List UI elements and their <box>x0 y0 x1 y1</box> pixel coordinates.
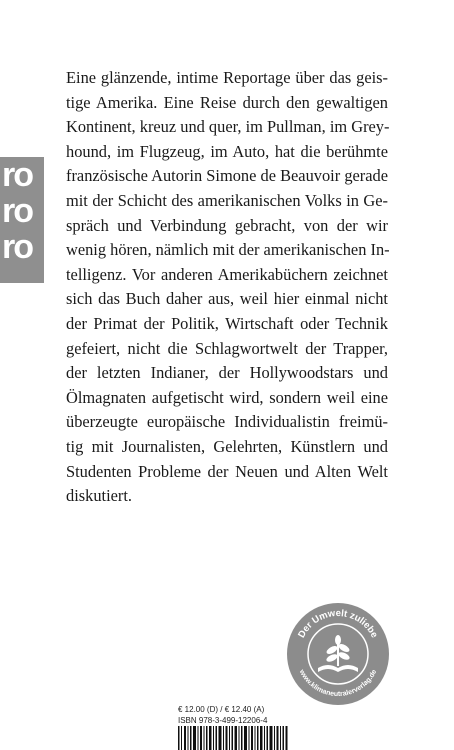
blurb-line: überzeugte europäische Individualistin freimü- <box>66 412 388 432</box>
logo-line: ro <box>2 156 32 194</box>
badge-bottom-text: www.klimaneutralerverlag.de <box>297 668 379 699</box>
blurb-line: diskutiert. <box>66 486 133 506</box>
isbn-label: ISBN 978-3-499-12206-4 <box>178 716 268 725</box>
umwelt-badge <box>286 602 390 706</box>
blurb-line: der Primat der Politik, Wirtschaft oder Technik <box>66 313 388 333</box>
rororo-logo <box>0 157 44 283</box>
logo-line: ro <box>2 228 32 266</box>
badge-top-text: Der Umwelt zuliebe <box>296 607 380 640</box>
blurb-line: mit der Schicht des amerikanischen Volks in Ge- <box>66 190 388 210</box>
price-label: € 12.00 (D) / € 12.40 (A) <box>178 705 265 714</box>
barcode-icon <box>178 726 288 750</box>
blurb-line: gefeiert, nicht die Schlagwortwelt der Trapper, <box>66 338 388 358</box>
blurb-line: telligenz. Vor anderen Amerikabüchern zeichnet <box>66 264 388 284</box>
blurb-line: französische Autorin Simone de Beauvoir gerade <box>66 166 388 186</box>
blurb-text <box>66 66 388 509</box>
blurb-line: Ölmagnaten aufgetischt wird, sondern weil eine <box>66 387 388 407</box>
blurb-line: Studenten Probleme der Neuen und Alten Welt <box>66 461 388 481</box>
blurb-line: der letzten Indianer, der Hollywoodstars und <box>66 363 388 383</box>
blurb-line: spräch und Verbindung gebracht, von der wir <box>66 215 388 235</box>
blurb-line: Kontinent, kreuz und quer, im Pullman, im Grey- <box>66 117 390 137</box>
blurb-line: wenig hören, nämlich mit der amerikanischen In- <box>66 240 390 260</box>
price-isbn-block <box>178 704 267 726</box>
logo-line: ro <box>2 192 32 230</box>
blurb-line: sich das Buch daher aus, weil hier einmal nicht <box>66 289 388 309</box>
blurb-line: hound, im Flugzeug, im Auto, hat die berühmte <box>66 141 388 161</box>
blurb-line: Eine glänzende, intime Reportage über das geis- <box>66 68 388 87</box>
blurb-line: tige Amerika. Eine Reise durch den gewaltigen <box>66 92 388 112</box>
blurb-line: tig mit Journalisten, Gelehrten, Künstlern und <box>66 436 388 456</box>
